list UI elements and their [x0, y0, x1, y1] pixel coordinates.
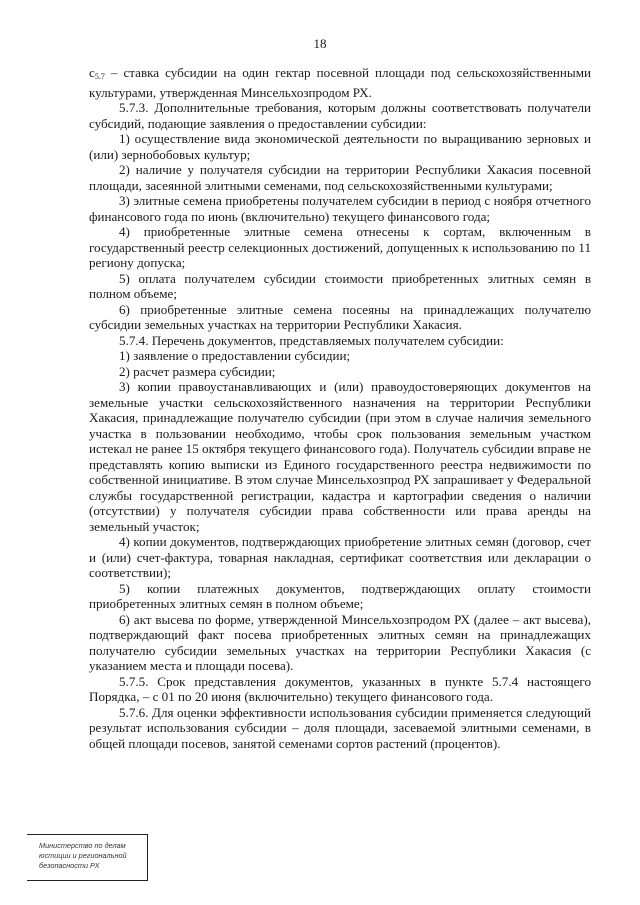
list-item: 5) оплата получателем субсидии стоимости приобретенных элитных семян в полном объеме;	[89, 270, 591, 301]
list-item: 2) наличие у получателя субсидии на территории Республики Хакасия посевной площади, засеянной элитными семенами, под сельскохозяйственными культурами;	[89, 162, 591, 193]
stamp-line: Министерство по делам	[39, 841, 126, 850]
paragraph-c57	[89, 65, 591, 100]
stamp-line: юстиции и региональной	[39, 851, 127, 860]
paragraph-5-7-6: 5.7.6. Для оценки эффективности использования субсидии применяется следующий результат использования субсидии – доля площади, засеваемой элитными семенами, в общей площади посевов, занятой семенами сортов растений (процентов).	[89, 704, 591, 751]
c57-subscript: 5.7	[94, 72, 105, 81]
paragraph-5-7-3: 5.7.3. Дополнительные требования, которым должны соответствовать получатели субсидий, подающие заявления о предоставлении субсидии:	[89, 100, 591, 131]
paragraph-5-7-5: 5.7.5. Срок представления документов, указанных в пункте 5.7.4 настоящего Порядка, – с 01 по 20 июня (включительно) текущего финансового года.	[89, 673, 591, 704]
list-item: 4) приобретенные элитные семена отнесены к сортам, включенным в государственный реестр селекционных достижений, допущенных к использованию по 11 региону допуска;	[89, 224, 591, 270]
list-item: 6) акт высева по форме, утвержденной Минсельхозпродом РХ (далее – акт высева), подтверждающий факт посева приобретенных элитных семян на принадлежащих получателю субсидии земельных участках на территории Республики Хакасия (с указанием места и площади посева).	[89, 611, 591, 673]
stamp-line: безопасности РХ	[39, 861, 100, 870]
list-item: 6) приобретенные элитные семена посеяны на принадлежащих получателю субсидии земельных участках на территории Республики Хакасия.	[89, 301, 591, 332]
c57-symbol: c	[89, 65, 95, 80]
list-item: 1) осуществление вида экономической деятельности по выращиванию зерновых и (или) зернобобовых культур;	[89, 131, 591, 162]
page-number: 18	[313, 36, 327, 51]
list-item: 3) копии правоустанавливающих и (или) правоудостоверяющих документов на земельные участки сельскохозяйственного назначения на территории Республики Хакасия, принадлежащие получателю субсидии (при этом в случае наличия земельного участка в пользовании необходимо, чтобы срок пользования земельным участком истекал не ранее 15 октября текущего финансового года). Получатель субсидии вправе не представлять копию выписки из Единого государственного реестра недвижимости по собственной инициативе. В этом случае Минсельхозпрод РХ запрашивает у Федеральной службы государственной регистрации, кадастра и картографии сведения о наличии (отсутствии) у получателя субсидии права собственности или права аренды на земельный участок;	[89, 379, 591, 534]
list-item: 5) копии платежных документов, подтверждающих оплату стоимости приобретенных элитных семян в полном объеме;	[89, 580, 591, 611]
list-item: 1) заявление о предоставлении субсидии;	[119, 348, 351, 363]
ministry-stamp	[27, 834, 148, 881]
paragraph-text: – ставка субсидии на один гектар посевной площади под сельскохозяйственными культурами, утвержденная Минсельхозпродом РХ.	[89, 65, 591, 100]
document-body	[89, 65, 591, 751]
paragraph-5-7-4: 5.7.4. Перечень документов, представляемых получателем субсидии:	[119, 332, 504, 348]
list-item: 3) элитные семена приобретены получателем субсидии в период с ноября отчетного финансового года по июнь (включительно) текущего финансового года;	[89, 193, 591, 224]
list-item: 4) копии документов, подтверждающих приобретение элитных семян (договор, счет и (или) счет-фактура, товарная накладная, сертификат соответствия или декларации о соответствии);	[89, 534, 591, 580]
list-item: 2) расчет размера субсидии;	[119, 363, 276, 379]
